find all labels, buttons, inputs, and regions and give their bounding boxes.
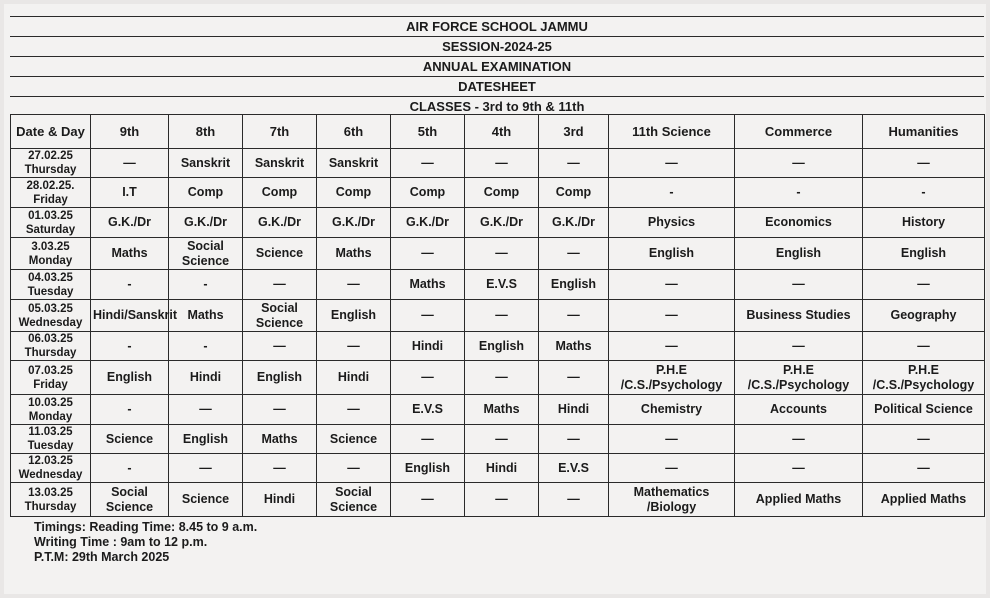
subject-cell: Maths — [465, 395, 539, 425]
subject-cell: — — [735, 332, 863, 361]
exam-day: Saturday — [25, 223, 76, 236]
exam-date: 12.03.25 — [28, 455, 73, 467]
column-header: 7th — [243, 115, 317, 149]
subject-cell: Maths — [539, 332, 609, 361]
subject-cell: Economics — [735, 208, 863, 238]
subject-cell: — — [609, 270, 735, 300]
exam-date: 06.03.25 — [28, 333, 73, 345]
exam-day: Monday — [28, 410, 73, 423]
table-row — [11, 483, 985, 517]
table-row — [11, 238, 985, 270]
subject-cell: - — [91, 395, 169, 425]
date-cell — [11, 149, 91, 178]
writing-time: Writing Time : 9am to 12 p.m. — [34, 535, 208, 549]
subject-cell: History — [863, 208, 985, 238]
subject-cell: Social Science — [243, 300, 317, 332]
subject-cell: English — [391, 454, 465, 483]
subject-cell: — — [91, 149, 169, 178]
subject-cell: Chemistry — [609, 395, 735, 425]
subject-cell: Social Science — [169, 238, 243, 270]
subject-cell: English — [243, 361, 317, 395]
subject-cell: Geography — [863, 300, 985, 332]
subject-cell: English — [863, 238, 985, 270]
table-row — [11, 149, 985, 178]
ptm-date: P.T.M: 29th March 2025 — [34, 550, 170, 564]
subject-cell: — — [539, 149, 609, 178]
classes-label: CLASSES - 3rd to 9th & 11th — [10, 96, 984, 117]
subject-cell: — — [735, 454, 863, 483]
subject-cell: — — [391, 238, 465, 270]
subject-cell: P.H.E /C.S./Psychology — [609, 361, 735, 395]
date-cell — [11, 270, 91, 300]
subject-cell: Science — [169, 483, 243, 517]
subject-cell: — — [169, 395, 243, 425]
subject-cell: — — [243, 332, 317, 361]
exam-day: Wednesday — [18, 469, 83, 481]
subject-cell: Comp — [539, 178, 609, 208]
table-row — [11, 454, 985, 483]
subject-cell: — — [609, 332, 735, 361]
column-header: Humanities — [863, 115, 985, 149]
column-header: 11th Science — [609, 115, 735, 149]
subject-cell: Accounts — [735, 395, 863, 425]
subject-cell: P.H.E /C.S./Psychology — [735, 361, 863, 395]
subject-cell: — — [735, 270, 863, 300]
subject-cell: E.V.S — [539, 454, 609, 483]
date-cell — [11, 178, 91, 208]
exam-day: Tuesday — [27, 285, 74, 298]
table-row — [11, 395, 985, 425]
date-cell — [11, 361, 91, 395]
date-cell — [11, 300, 91, 332]
subject-cell: Applied Maths — [863, 483, 985, 517]
subject-cell: — — [539, 425, 609, 454]
subject-cell: - — [169, 270, 243, 300]
subject-cell: — — [863, 332, 985, 361]
subject-cell: Hindi — [391, 332, 465, 361]
subject-cell: — — [391, 425, 465, 454]
subject-cell: Maths — [317, 238, 391, 270]
subject-cell: Science — [91, 425, 169, 454]
date-cell — [11, 238, 91, 270]
exam-date: 01.03.25 — [28, 209, 73, 222]
exam-date: 05.03.25 — [28, 302, 73, 315]
subject-cell: — — [609, 300, 735, 332]
column-header: 3rd — [539, 115, 609, 149]
subject-cell: Political Science — [863, 395, 985, 425]
subject-cell: Business Studies — [735, 300, 863, 332]
column-header: 8th — [169, 115, 243, 149]
subject-cell: — — [863, 149, 985, 178]
subject-cell: English — [539, 270, 609, 300]
subject-cell: Maths — [243, 425, 317, 454]
subject-cell: G.K./Dr — [539, 208, 609, 238]
subject-cell: — — [243, 270, 317, 300]
subject-cell: — — [391, 300, 465, 332]
subject-cell: G.K./Dr — [465, 208, 539, 238]
subject-cell: — — [391, 361, 465, 395]
timings-note — [34, 520, 257, 565]
subject-cell: G.K./Dr — [243, 208, 317, 238]
table-row — [11, 178, 985, 208]
exam-day: Friday — [33, 193, 68, 206]
subject-cell: — — [317, 454, 391, 483]
exam-day: Thursday — [24, 164, 77, 176]
exam-date: 3.03.25 — [31, 240, 70, 253]
subject-cell: E.V.S — [465, 270, 539, 300]
subject-cell: — — [609, 454, 735, 483]
exam-date: 10.03.25 — [28, 396, 73, 409]
date-cell — [11, 208, 91, 238]
subject-cell: E.V.S — [391, 395, 465, 425]
subject-cell: Social Science — [91, 483, 169, 517]
exam-day: Tuesday — [27, 440, 74, 452]
subject-cell: — — [609, 425, 735, 454]
subject-cell: English — [465, 332, 539, 361]
exam-date: 07.03.25 — [28, 364, 73, 377]
subject-cell: G.K./Dr — [317, 208, 391, 238]
table-row — [11, 361, 985, 395]
subject-cell: — — [465, 300, 539, 332]
subject-cell: Social Science — [317, 483, 391, 517]
subject-cell: — — [465, 238, 539, 270]
subject-cell: — — [609, 149, 735, 178]
subject-cell: Comp — [465, 178, 539, 208]
subject-cell: — — [465, 149, 539, 178]
table-row — [11, 300, 985, 332]
subject-cell: Maths — [91, 238, 169, 270]
table-row — [11, 425, 985, 454]
subject-cell: English — [609, 238, 735, 270]
date-cell — [11, 454, 91, 483]
subject-cell: Maths — [391, 270, 465, 300]
subject-cell: Sanskrit — [169, 149, 243, 178]
exam-day: Thursday — [24, 347, 77, 359]
exam-date: 11.03.25 — [28, 426, 73, 438]
table-header-row — [11, 115, 985, 149]
table-row — [11, 208, 985, 238]
subject-cell: — — [863, 454, 985, 483]
column-header: 9th — [91, 115, 169, 149]
subject-cell: G.K./Dr — [169, 208, 243, 238]
subject-cell: G.K./Dr — [391, 208, 465, 238]
subject-cell: — — [391, 483, 465, 517]
subject-cell: Hindi — [169, 361, 243, 395]
subject-cell: — — [539, 238, 609, 270]
subject-cell: — — [465, 361, 539, 395]
datesheet-table — [10, 114, 985, 517]
subject-cell: — — [539, 483, 609, 517]
subject-cell: Maths — [169, 300, 243, 332]
session-label: SESSION-2024-25 — [10, 36, 984, 57]
subject-cell: — — [863, 270, 985, 300]
subject-cell: English — [317, 300, 391, 332]
date-cell — [11, 332, 91, 361]
column-header: 5th — [391, 115, 465, 149]
subject-cell: — — [465, 425, 539, 454]
table-row — [11, 332, 985, 361]
subject-cell: - — [863, 178, 985, 208]
subject-cell: - — [169, 332, 243, 361]
subject-cell: Hindi/Sanskrit — [91, 300, 169, 332]
subject-cell: — — [243, 395, 317, 425]
column-header: 6th — [317, 115, 391, 149]
column-header: Date & Day — [11, 115, 91, 149]
subject-cell: P.H.E /C.S./Psychology — [863, 361, 985, 395]
subject-cell: — — [735, 149, 863, 178]
subject-cell: — — [317, 395, 391, 425]
subject-cell: I.T — [91, 178, 169, 208]
subject-cell: Hindi — [243, 483, 317, 517]
subject-cell: Applied Maths — [735, 483, 863, 517]
subject-cell: — — [735, 425, 863, 454]
exam-day: Wednesday — [18, 316, 83, 329]
datesheet-paper — [4, 4, 986, 594]
subject-cell: Hindi — [465, 454, 539, 483]
subject-cell: Mathematics /Biology — [609, 483, 735, 517]
subject-cell: — — [539, 300, 609, 332]
subject-cell: Science — [317, 425, 391, 454]
exam-day: Thursday — [24, 500, 77, 513]
subject-cell: Science — [243, 238, 317, 270]
column-header: Commerce — [735, 115, 863, 149]
subject-cell: G.K./Dr — [91, 208, 169, 238]
table-row — [11, 270, 985, 300]
subject-cell: - — [91, 454, 169, 483]
subject-cell: — — [539, 361, 609, 395]
exam-day: Monday — [28, 254, 73, 267]
subject-cell: English — [169, 425, 243, 454]
subject-cell: Physics — [609, 208, 735, 238]
date-cell — [11, 483, 91, 517]
date-cell — [11, 395, 91, 425]
subject-cell: — — [317, 270, 391, 300]
reading-time: Timings: Reading Time: 8.45 to 9 a.m. — [34, 520, 258, 534]
subject-cell: - — [735, 178, 863, 208]
subject-cell: - — [609, 178, 735, 208]
subject-cell: Sanskrit — [243, 149, 317, 178]
subject-cell: — — [243, 454, 317, 483]
subject-cell: Comp — [169, 178, 243, 208]
exam-date: 27.02.25 — [28, 150, 73, 162]
column-header: 4th — [465, 115, 539, 149]
subject-cell: English — [735, 238, 863, 270]
exam-date: 04.03.25 — [28, 271, 73, 284]
subject-cell: — — [863, 425, 985, 454]
subject-cell: — — [391, 149, 465, 178]
subject-cell: — — [465, 483, 539, 517]
subject-cell: Hindi — [317, 361, 391, 395]
exam-title: ANNUAL EXAMINATION — [10, 56, 984, 77]
subject-cell: Sanskrit — [317, 149, 391, 178]
school-name: AIR FORCE SCHOOL JAMMU — [10, 16, 984, 37]
date-cell — [11, 425, 91, 454]
exam-date: 28.02.25. — [26, 179, 75, 192]
subject-cell: - — [91, 332, 169, 361]
subject-cell: Comp — [391, 178, 465, 208]
subject-cell: Comp — [317, 178, 391, 208]
subject-cell: — — [169, 454, 243, 483]
subject-cell: English — [91, 361, 169, 395]
exam-day: Friday — [33, 378, 68, 391]
subject-cell: Hindi — [539, 395, 609, 425]
subject-cell: Comp — [243, 178, 317, 208]
exam-date: 13.03.25 — [28, 486, 73, 499]
subject-cell: - — [91, 270, 169, 300]
subject-cell: — — [317, 332, 391, 361]
document-title: DATESHEET — [10, 76, 984, 97]
